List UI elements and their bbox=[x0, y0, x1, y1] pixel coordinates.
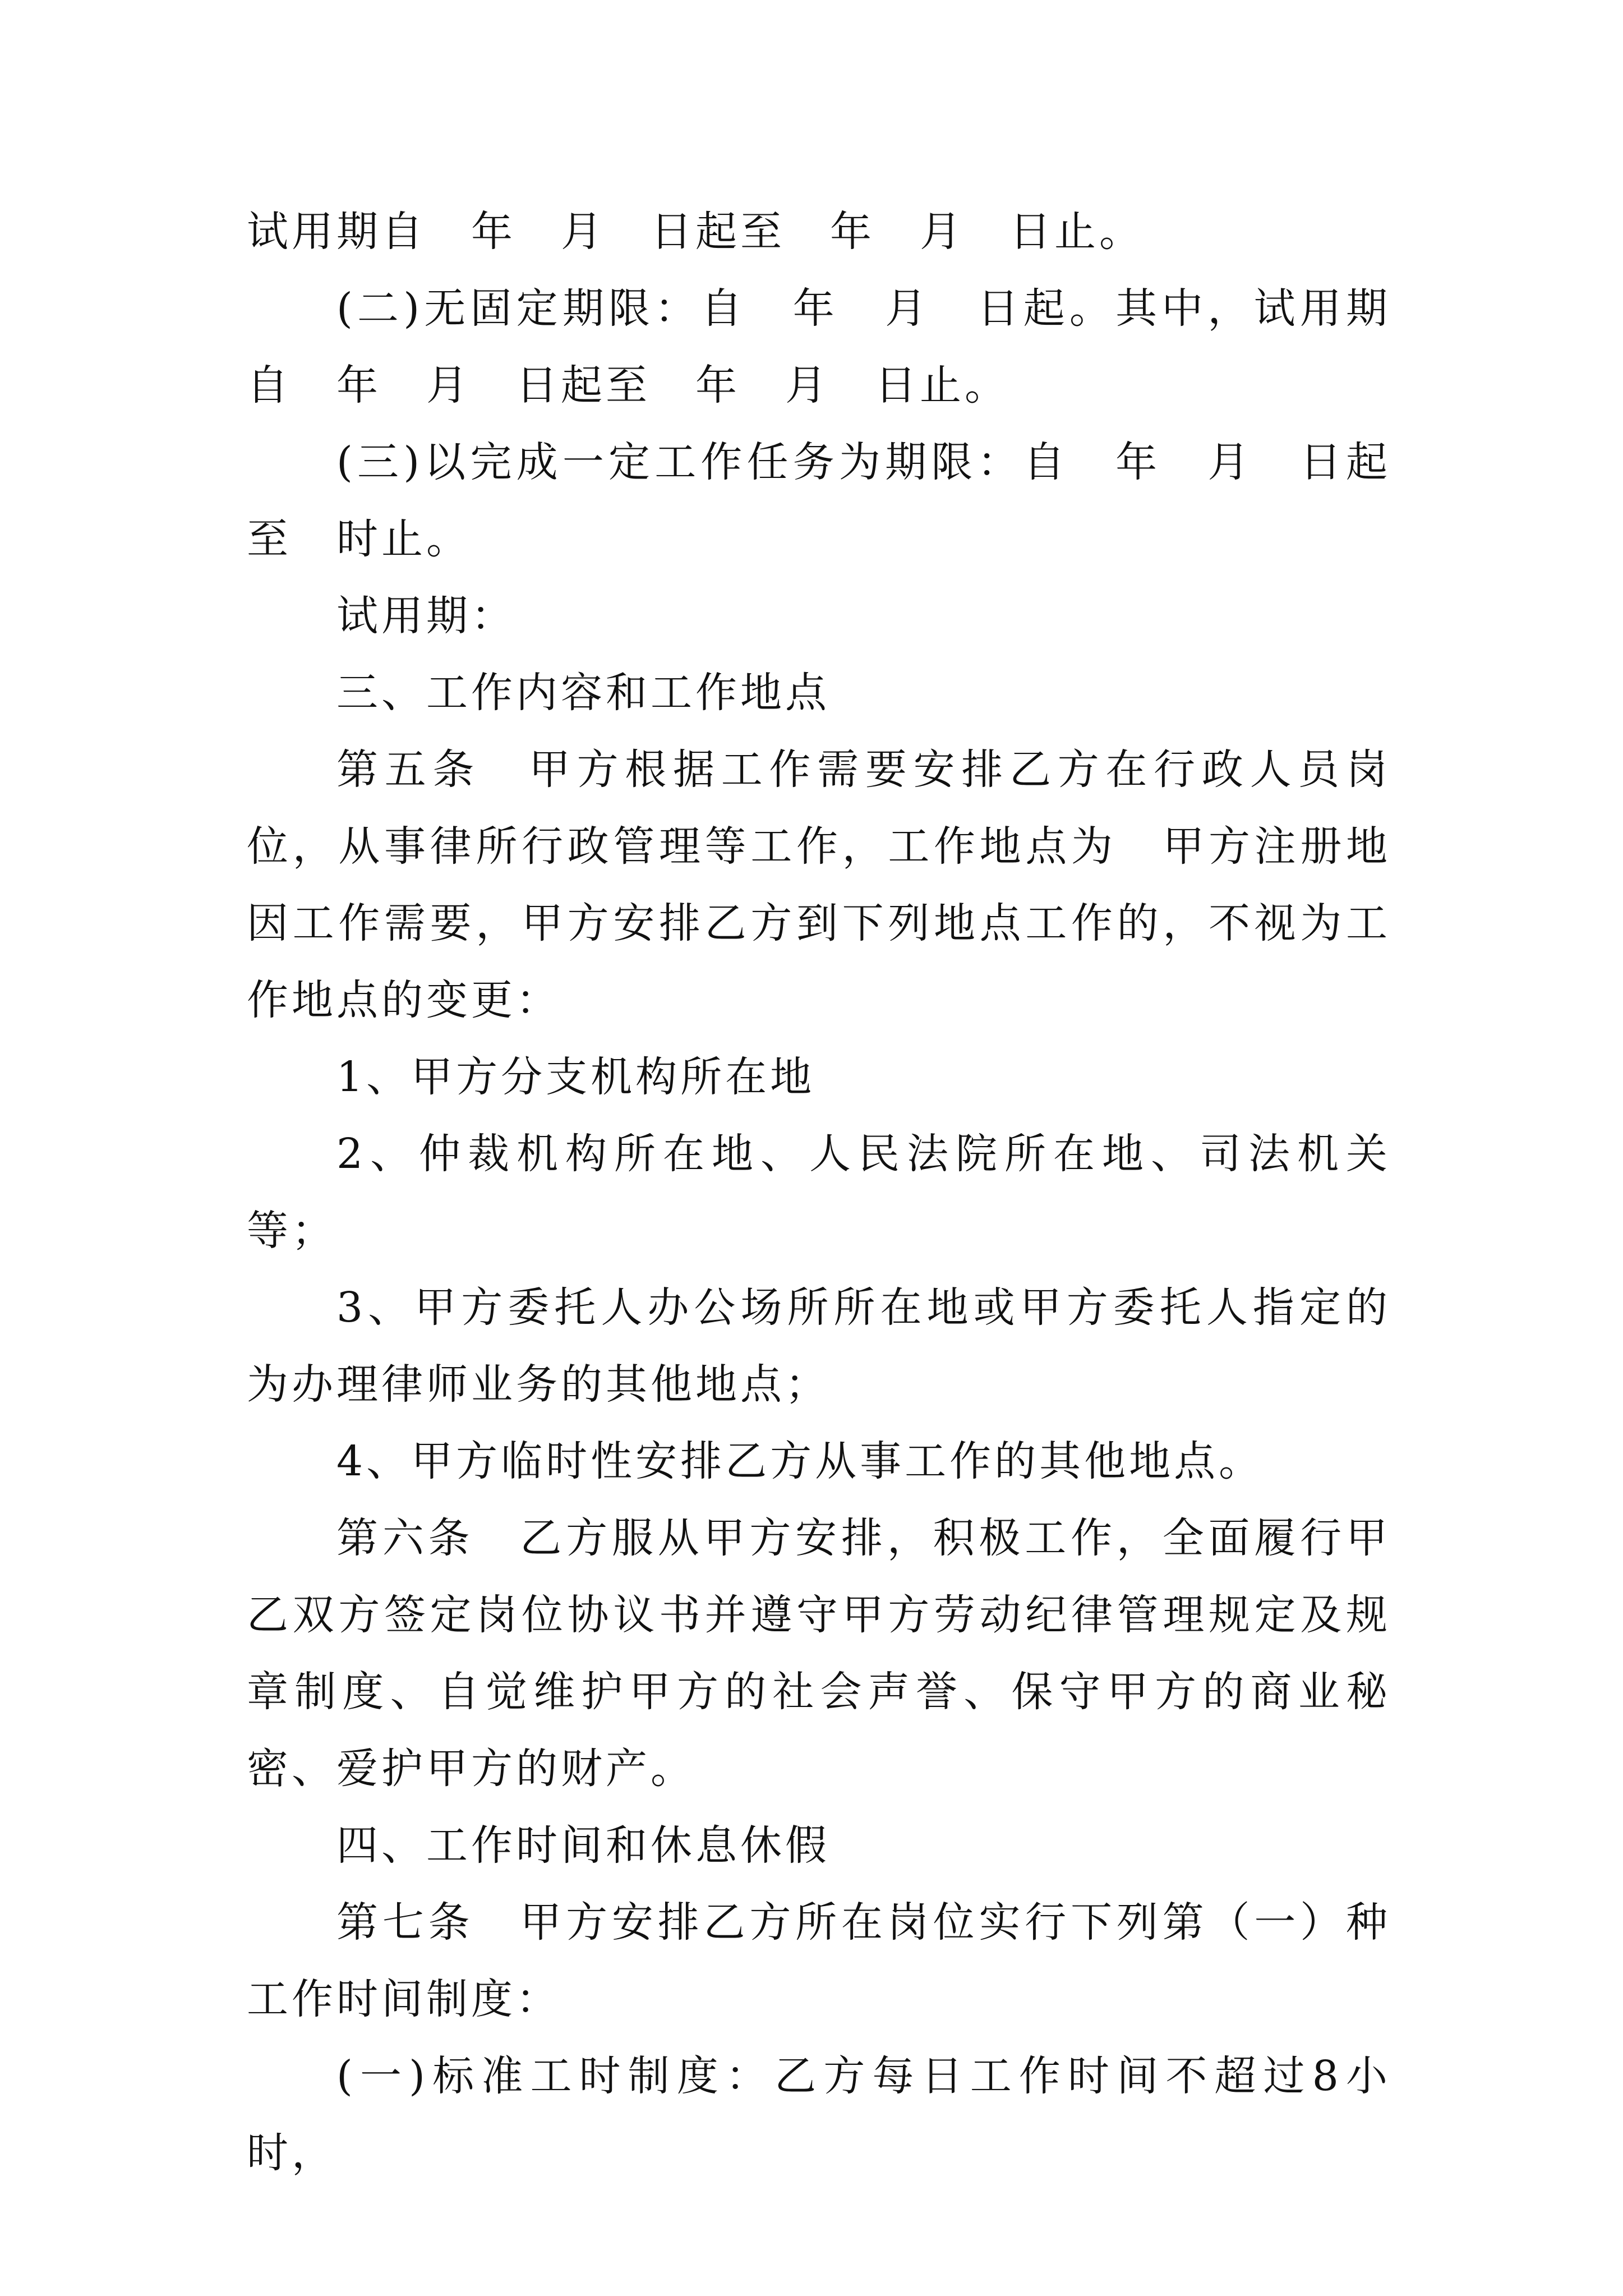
list-item-3: 3、甲方委托人办公场所所在地或甲方委托人指定的为办理律师业务的其他地点； bbox=[247, 1283, 1391, 1409]
article-6: 第六条 乙方服从甲方安排，积极工作，全面履行甲乙双方签定岗位协议书并遵守甲方劳动纪律管理规定及规章制度、自觉维护甲方的社会声誉、保守甲方的商业秘密、爱护甲方的财产。 bbox=[247, 1514, 1391, 1793]
paragraph-task-based-term: (三)以完成一定工作任务为期限：自 年 月 日起至 时止。 bbox=[247, 438, 1391, 563]
article-7: 第七条 甲方安排乙方所在岗位实行下列第（一）种工作时间制度： bbox=[247, 1898, 1391, 2023]
article-5: 第五条 甲方根据工作需要安排乙方在行政人员岗位，从事律所行政管理等工作，工作地点为 甲方注册地因工作需要，甲方安排乙方到下列地点工作的，不视为工作地点的变更： bbox=[247, 746, 1391, 1024]
paragraph-open-ended-term: (二)无固定期限：自 年 月 日起。其中，试用期自 年 月 日起至 年 月 日止。 bbox=[247, 284, 1391, 409]
list-item-4: 4、甲方临时性安排乙方从事工作的其他地点。 bbox=[336, 1437, 1264, 1485]
paragraph-probation-label: 试用期： bbox=[336, 592, 516, 640]
document-body bbox=[247, 194, 1391, 2192]
list-item-1: 1、甲方分支机构所在地 bbox=[336, 1053, 815, 1101]
section-heading-work-content: 三、工作内容和工作地点 bbox=[336, 669, 830, 717]
paragraph-probation-first: 试用期自 年 月 日起至 年 月 日止。 bbox=[247, 208, 1144, 256]
list-item-2: 2、仲裁机构所在地、人民法院所在地、司法机关等； bbox=[247, 1130, 1391, 1255]
paragraph-standard-hours: (一)标准工时制度：乙方每日工作时间不超过8小时， bbox=[247, 2052, 1391, 2177]
section-heading-working-hours: 四、工作时间和休息休假 bbox=[336, 1821, 830, 1870]
